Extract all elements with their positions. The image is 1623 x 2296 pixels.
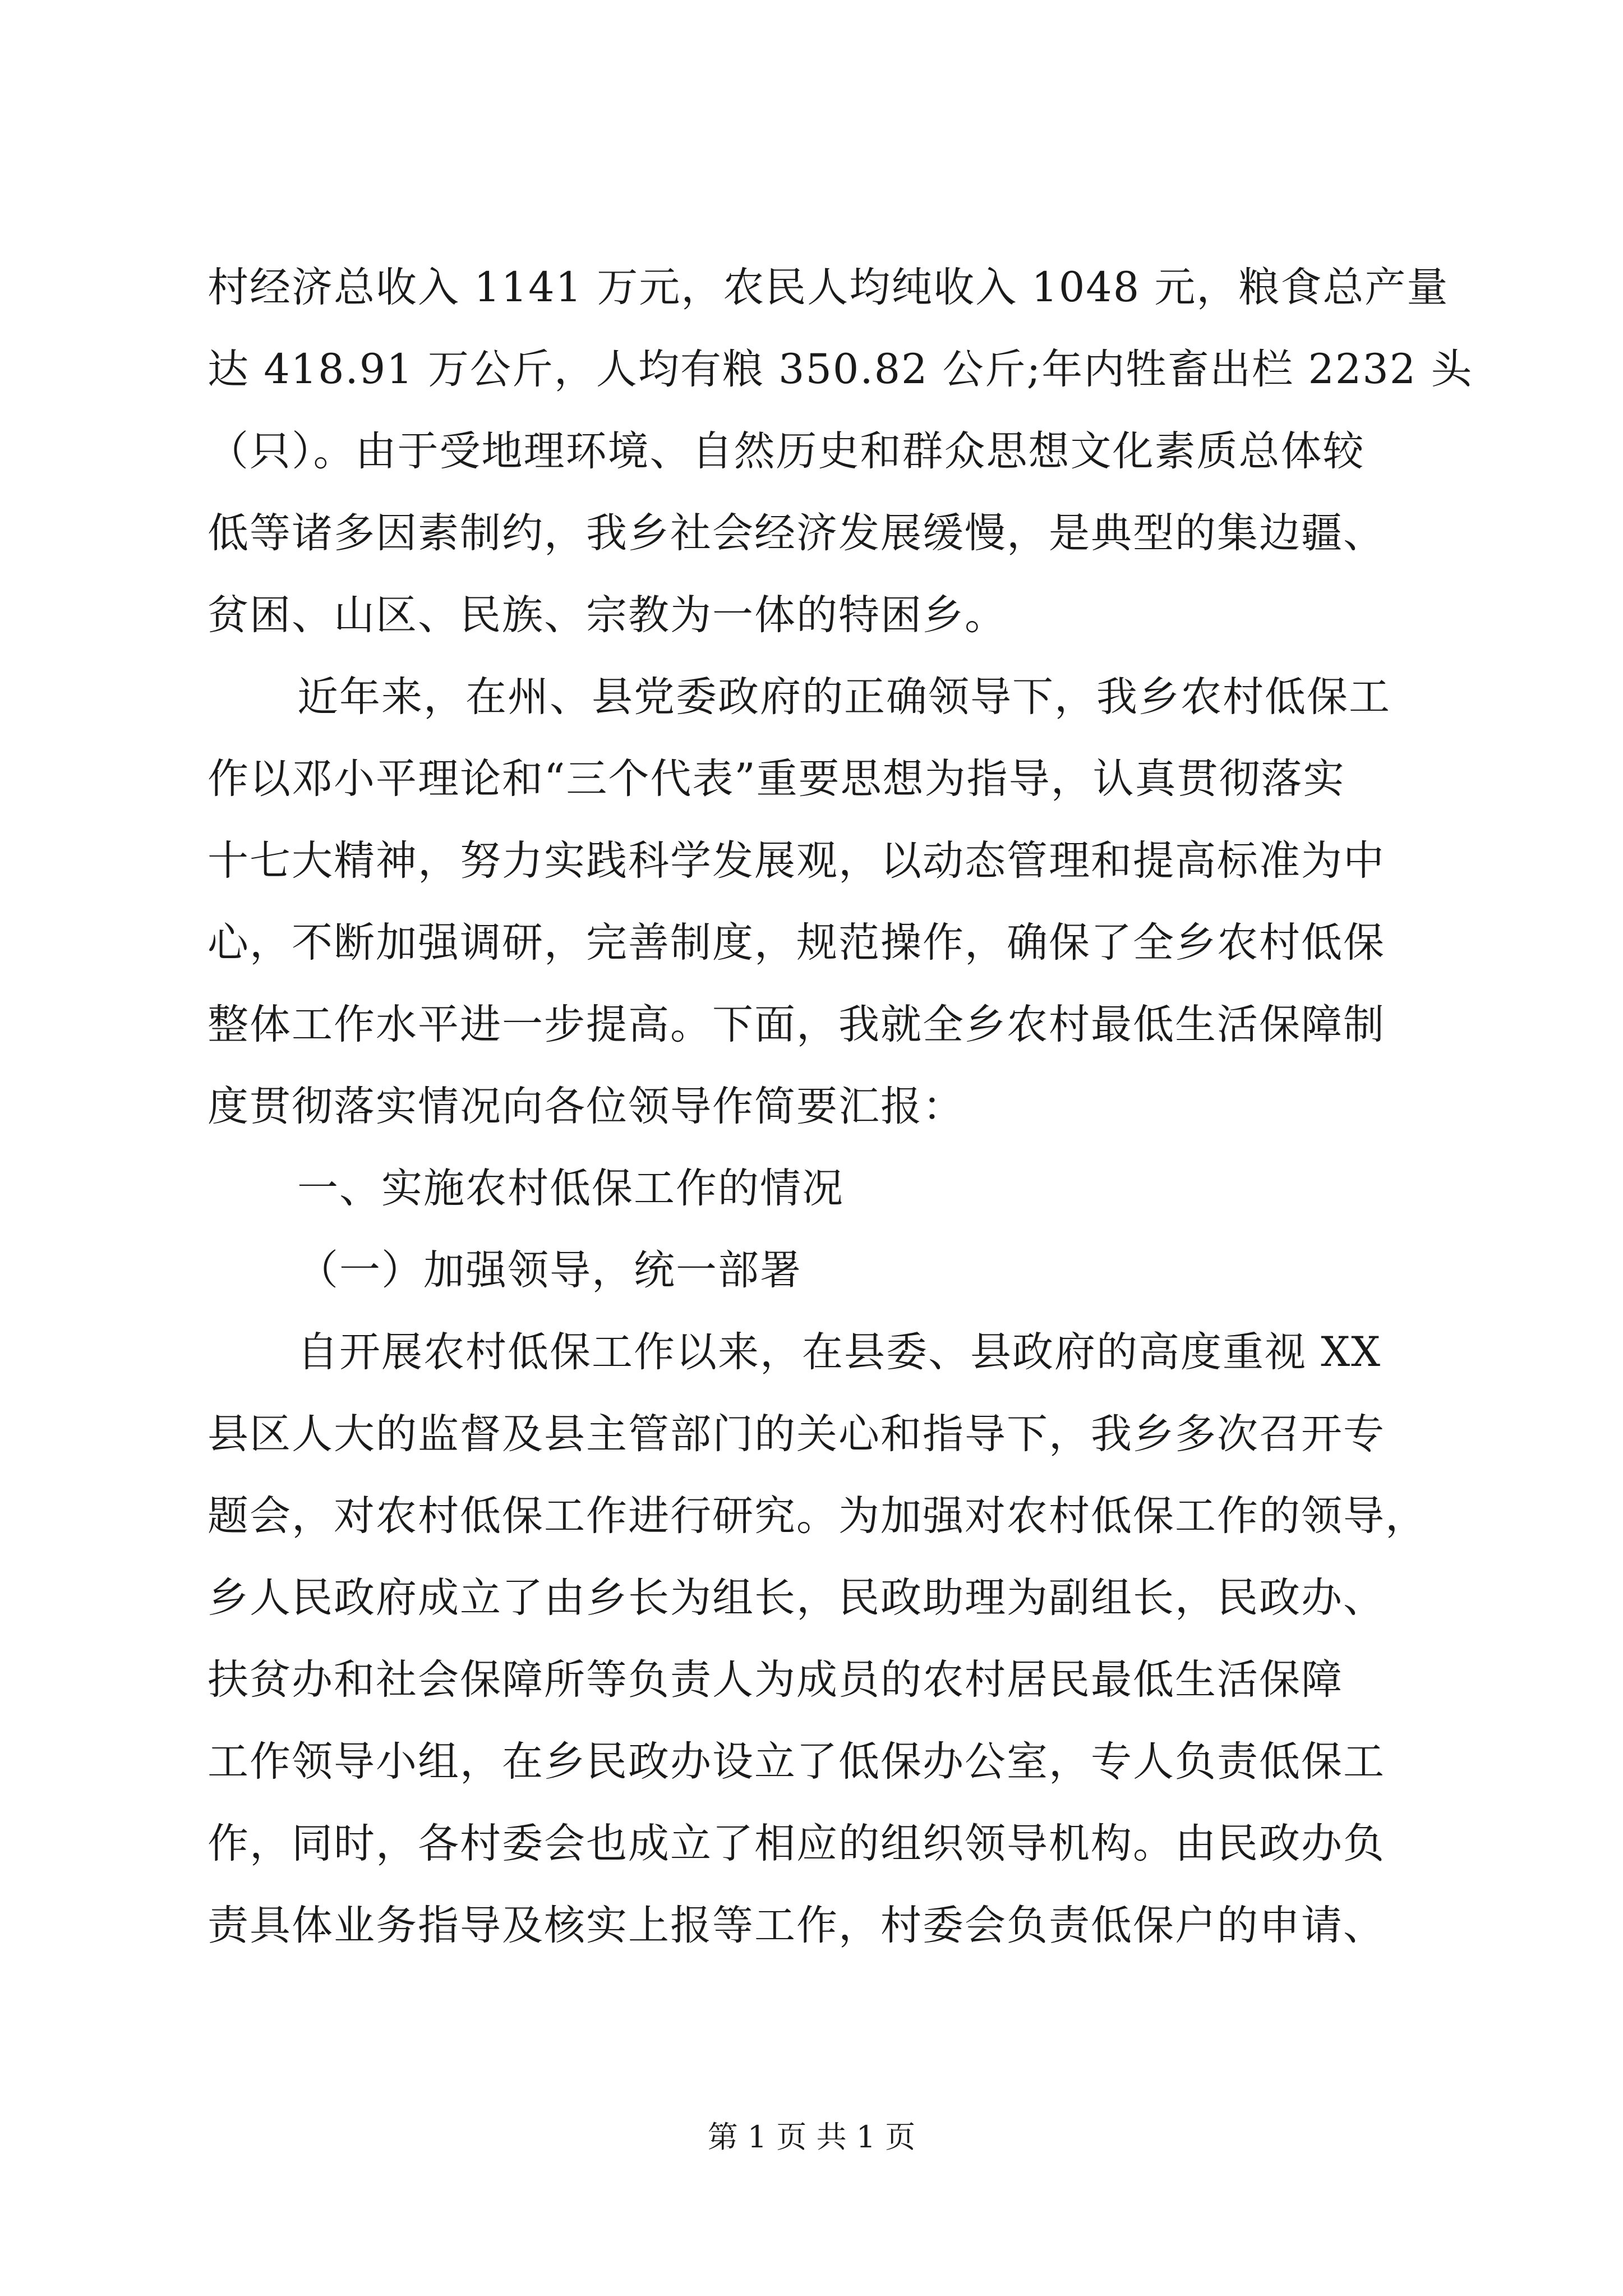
document-body — [208, 247, 1473, 1967]
text-line: （只）。由于受地理环境、自然历史和群众思想文化素质总体较 — [208, 427, 1365, 475]
text-line: 作，同时，各村委会也成立了相应的组织领导机构。由民政办负 — [208, 1820, 1385, 1867]
text-line: 县区人大的监督及县主管部门的关心和指导下，我乡多次召开专 — [208, 1410, 1385, 1458]
section-heading: 一、实施农村低保工作的情况 — [297, 1165, 844, 1212]
text-line: 村经济总收入 1141 万元，农民人均纯收入 1048 元，粮食总产量 — [208, 264, 1449, 311]
text-line: 贫困、山区、民族、宗教为一体的特困乡。 — [208, 591, 1007, 639]
text-line: 心，不断加强调研，完善制度，规范操作，确保了全乡农村低保 — [208, 919, 1385, 967]
text-line: 度贯彻落实情况向各位领导作简要汇报： — [208, 1083, 965, 1130]
text-line: 自开展农村低保工作以来，在县委、县政府的高度重视 XX — [297, 1328, 1382, 1376]
text-line: 扶贫办和社会保障所等负责人为成员的农村居民最低生活保障 — [208, 1656, 1343, 1704]
text-line: 责具体业务指导及核实上报等工作，村委会负责低保户的申请、 — [208, 1902, 1385, 1949]
text-line: 题会，对农村低保工作进行研究。为加强对农村低保工作的领导， — [208, 1492, 1427, 1540]
text-line: 整体工作水平进一步提高。下面，我就全乡农村最低生活保障制 — [208, 1001, 1385, 1048]
page-number: 第 1 页 共 1 页 — [707, 2119, 916, 2155]
text-line: 作以邓小平理论和“三个代表”重要思想为指导，认真贯彻落实 — [208, 755, 1345, 803]
text-line: 低等诸多因素制约，我乡社会经济发展缓慢，是典型的集边疆、 — [208, 509, 1385, 557]
page-footer — [0, 2118, 1623, 2157]
text-line: 十七大精神，努力实践科学发展观，以动态管理和提高标准为中 — [208, 837, 1385, 885]
text-line: 达 418.91 万公斤，人均有粮 350.82 公斤;年内牲畜出栏 2232 头 — [208, 346, 1473, 393]
subsection-heading: （一）加强领导，统一部署 — [297, 1246, 802, 1294]
text-line: 近年来，在州、县党委政府的正确领导下，我乡农村低保工 — [297, 673, 1391, 721]
text-line: 工作领导小组，在乡民政办设立了低保办公室，专人负责低保工 — [208, 1738, 1385, 1786]
text-line: 乡人民政府成立了由乡长为组长，民政助理为副组长，民政办、 — [208, 1574, 1385, 1622]
